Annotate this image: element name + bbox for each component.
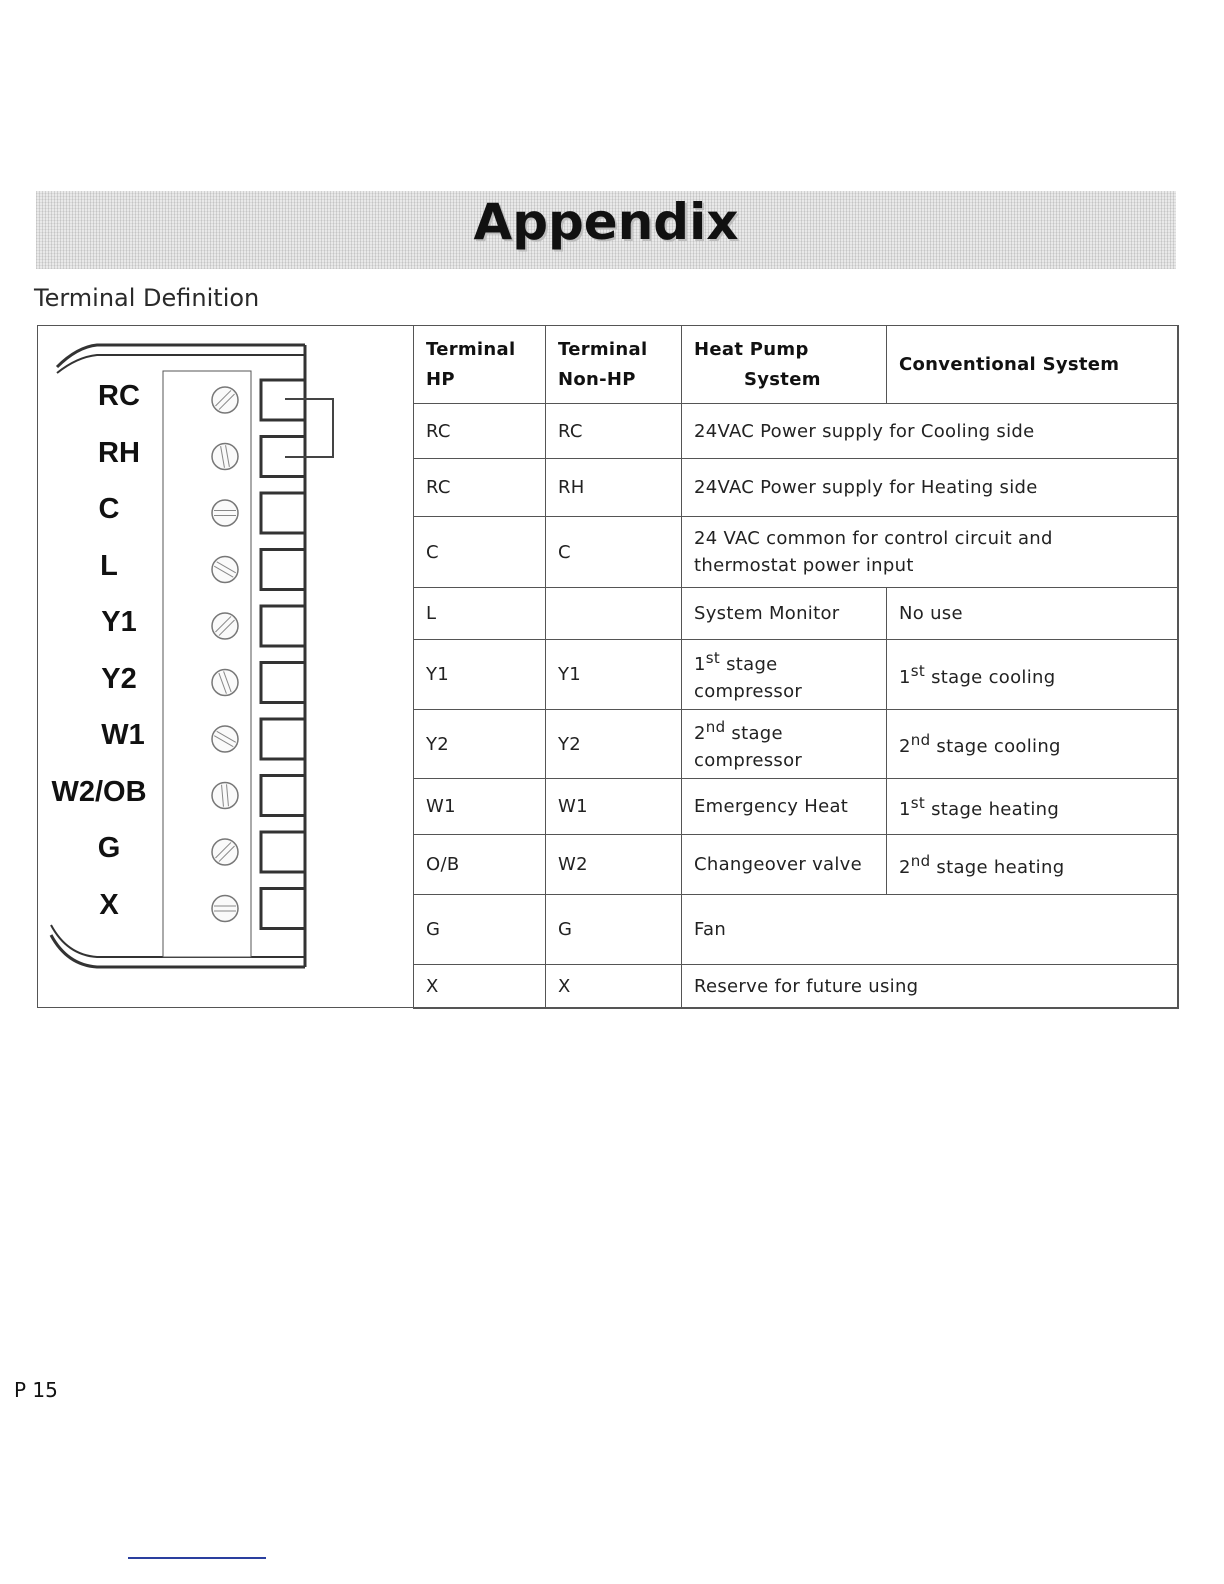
table-row [414, 965, 1179, 1009]
screw-icon [212, 444, 238, 470]
table-row [414, 779, 1179, 835]
cell-nonhp: W2 [546, 835, 682, 895]
table-row [414, 404, 1179, 459]
header-terminal-nonhp: Terminal Non-HP [546, 326, 682, 404]
cell-heat-pump: Emergency Heat [682, 779, 887, 835]
cell-hp: O/B [414, 835, 546, 895]
cell-nonhp: C [546, 517, 682, 588]
terminal-label-g: G [97, 832, 121, 864]
terminal-label-w1: W1 [101, 719, 145, 751]
screw-icon [212, 387, 238, 413]
top-rail-inner [57, 355, 305, 373]
cell-description: 24VAC Power supply for Heating side [682, 459, 1179, 517]
cell-nonhp: X [546, 965, 682, 1009]
table-row [414, 640, 1179, 710]
cell-conventional: 2nd stage cooling [887, 710, 1179, 779]
cell-hp: C [414, 517, 546, 588]
terminal-label-x: X [99, 888, 119, 921]
screw-icon [212, 896, 238, 922]
screw-icon [212, 783, 238, 809]
terminal-label-y1: Y1 [101, 606, 137, 638]
table-row [414, 710, 1179, 779]
cell-hp: Y1 [414, 640, 546, 710]
terminal-label-y2: Y2 [101, 662, 137, 695]
cell-description: Reserve for future using [682, 965, 1179, 1009]
wire-port [261, 493, 305, 533]
header-terminal-hp: Terminal HP [414, 326, 546, 404]
screw-icon [212, 670, 238, 696]
cell-hp: RC [414, 404, 546, 459]
table-row [414, 517, 1179, 588]
wire-port [261, 663, 305, 703]
table-row [414, 459, 1179, 517]
header-heat-pump-system: Heat Pump System [682, 326, 887, 404]
cell-nonhp: Y2 [546, 710, 682, 779]
cell-hp: W1 [414, 779, 546, 835]
screw-icon [212, 500, 238, 526]
terminal-block-diagram [37, 325, 413, 1008]
cell-hp: Y2 [414, 710, 546, 779]
cell-heat-pump: Changeover valve [682, 835, 887, 895]
cell-hp: RC [414, 459, 546, 517]
header-conventional-system: Conventional System [887, 326, 1179, 404]
table-row [414, 588, 1179, 640]
wire-port [261, 832, 305, 872]
cell-conventional: 1st stage heating [887, 779, 1179, 835]
cell-description: 24 VAC common for control circuit and thermostat power input [682, 517, 1179, 588]
cell-nonhp: W1 [546, 779, 682, 835]
cell-conventional: No use [887, 588, 1179, 640]
footer-rule [128, 1557, 266, 1559]
cell-description: Fan [682, 895, 1179, 965]
page-number: P 15 [14, 1378, 58, 1402]
table-row [414, 895, 1179, 965]
terminal-label-w2-ob: W2/OB [51, 775, 147, 808]
table-header-row [414, 326, 1179, 404]
cell-nonhp: Y1 [546, 640, 682, 710]
cell-heat-pump: System Monitor [682, 588, 887, 640]
terminal-label-rh: RH [98, 436, 140, 469]
port-group [261, 380, 305, 929]
terminal-label-l: L [100, 549, 118, 582]
screw-icon [212, 839, 238, 865]
cell-nonhp: RC [546, 404, 682, 459]
table-row [414, 835, 1179, 895]
screw-icon [212, 557, 238, 583]
cell-description: 24VAC Power supply for Cooling side [682, 404, 1179, 459]
terminal-definition-table [413, 325, 1179, 1009]
wire-port [261, 889, 305, 929]
terminal-label-rc: RC [98, 380, 140, 412]
terminal-label-c: C [98, 493, 120, 525]
screw-icon [212, 726, 238, 752]
appendix-banner [36, 191, 1176, 269]
wire-port [261, 606, 305, 646]
cell-hp: G [414, 895, 546, 965]
cell-heat-pump: 1st stage compressor [682, 640, 887, 710]
cell-nonhp [546, 588, 682, 640]
section-title: Terminal Definition [34, 284, 260, 312]
wire-port [261, 719, 305, 759]
screw-icon [212, 613, 238, 639]
cell-nonhp: G [546, 895, 682, 965]
cell-conventional: 1st stage cooling [887, 640, 1179, 710]
cell-heat-pump: 2nd stage compressor [682, 710, 887, 779]
banner-title: Appendix [473, 193, 739, 251]
wire-port [261, 776, 305, 816]
cell-nonhp: RH [546, 459, 682, 517]
cell-hp: X [414, 965, 546, 1009]
cell-conventional: 2nd stage heating [887, 835, 1179, 895]
wire-port [261, 550, 305, 590]
cell-hp: L [414, 588, 546, 640]
